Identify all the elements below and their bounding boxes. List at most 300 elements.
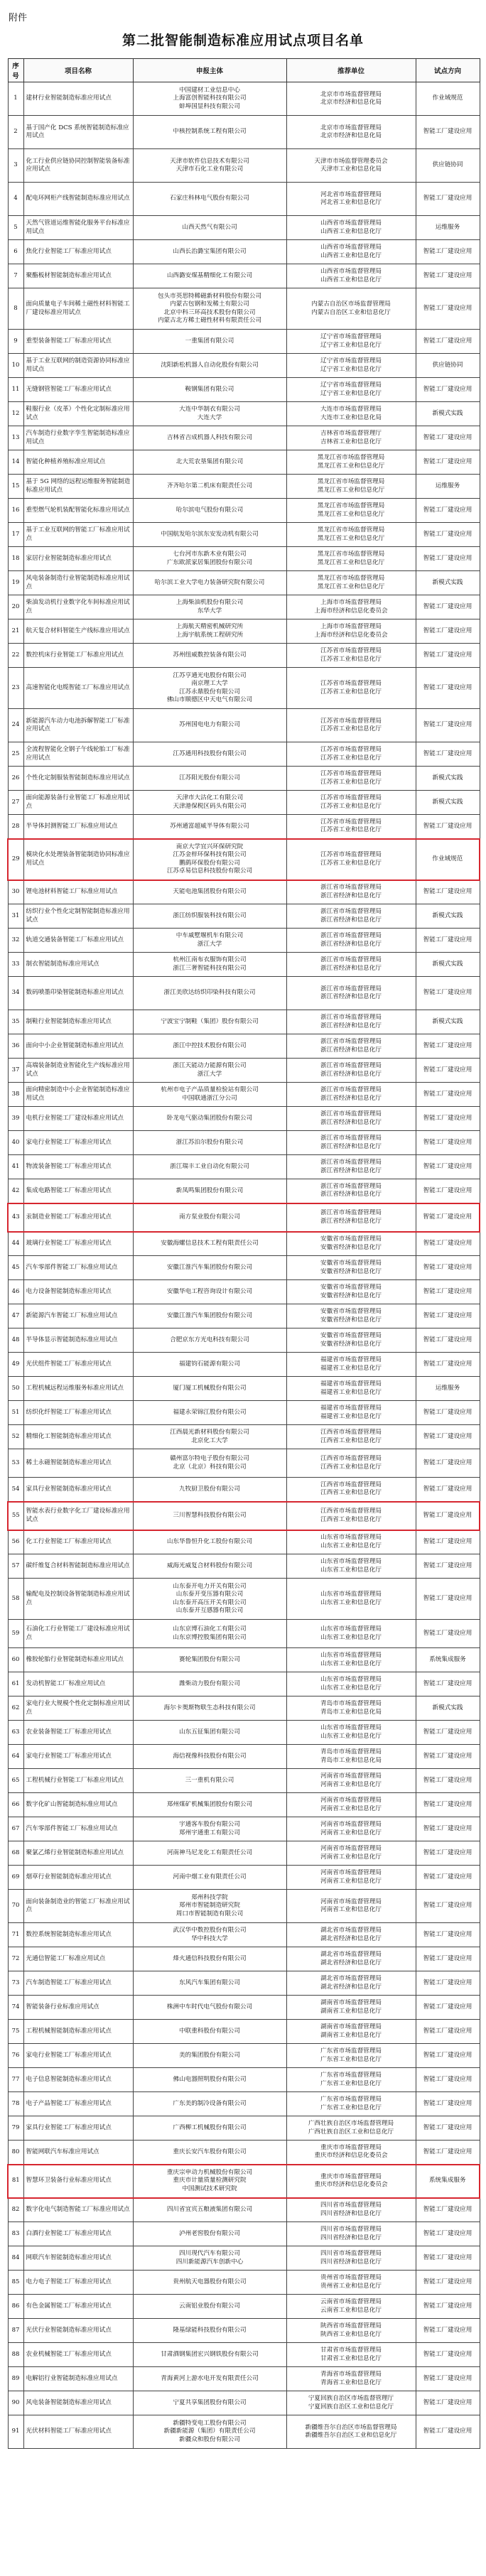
cell-applicant (133, 1866, 286, 1890)
applicant-line: 天津港保税区码头有限公司 (173, 802, 247, 810)
cell-number: 24 (8, 709, 23, 742)
cell-applicant (133, 2116, 286, 2141)
table-row (8, 1478, 480, 1502)
recommender-line: 四川省市场监督管理局 (320, 2202, 382, 2209)
cell-number: 64 (8, 1745, 23, 1769)
table-row (8, 183, 480, 216)
cell-project-name: 聚氯乙烯行业智能制造标准应用试点 (23, 1841, 133, 1866)
applicant-line: 卧龙电气驱动集团股份有限公司 (166, 1114, 253, 1122)
recommender-line: 内蒙古自治区市场监督管理局 (311, 301, 391, 308)
applicant-line: 山东京博石油化工有限公司 (173, 1625, 247, 1633)
cell-project-name: 家居行业智能制造标准应用试点 (23, 547, 133, 571)
cell-direction: 新模式实践 (416, 953, 480, 977)
table-row (8, 619, 480, 644)
cell-project-name: 工程机械行业智能工厂标准应用试点 (23, 1769, 133, 1793)
cell-applicant (133, 426, 286, 450)
cell-direction: 供应链协同 (416, 354, 480, 378)
table-row (8, 1502, 480, 1530)
recommender-line: 河南省市场监督管理局 (320, 1821, 382, 1828)
applicant-line: 株洲中车时代电气股份有限公司 (166, 2003, 253, 2011)
cell-applicant (133, 1530, 286, 1554)
cell-direction: 智能工厂建设应用 (416, 1579, 480, 1620)
cell-direction: 智能工厂建设应用 (416, 378, 480, 402)
applicant-line: 江苏金梓环保科技有限公司 (173, 851, 247, 858)
cell-project-name: 智能网联汽车标准应用试点 (23, 2141, 133, 2165)
cell-project-name: 模块化水处理装备智能制造协同标准应用试点 (23, 839, 133, 880)
cell-recommender (286, 1203, 416, 1232)
cell-applicant (133, 1648, 286, 1672)
applicant-line: 三川智慧科技股份有限公司 (173, 1511, 247, 1519)
recommender-line: 山西省工业和信息化厅 (320, 276, 382, 283)
cell-applicant (133, 1721, 286, 1745)
cell-applicant (133, 1502, 286, 1530)
cell-applicant (133, 2198, 286, 2222)
recommender-line: 河南省工业和信息化厅 (320, 1829, 382, 1836)
cell-recommender (286, 1256, 416, 1280)
cell-direction: 智能工厂建设应用 (416, 644, 480, 668)
cell-recommender (286, 330, 416, 354)
recommender-line: 青岛市市场监督管理局 (320, 1700, 382, 1707)
cell-recommender (286, 839, 416, 880)
recommender-line: 山东省工业和信息化厅 (320, 1566, 382, 1574)
cell-recommender (286, 1377, 416, 1401)
recommender-line: 江西省工业和信息化厅 (320, 1489, 382, 1497)
cell-direction: 作业域规范 (416, 82, 480, 116)
recommender-line: 安徽省经济和信息化厅 (320, 1316, 382, 1324)
cell-direction: 智能工厂建设应用 (416, 1107, 480, 1131)
recommender-line: 吉林省市场监督管理厅 (320, 430, 382, 437)
cell-applicant (133, 1232, 286, 1256)
cell-applicant (133, 1107, 286, 1131)
cell-number: 42 (8, 1179, 23, 1203)
recommender-line: 黑龙江省工业和信息化厅 (317, 510, 385, 518)
cell-applicant (133, 240, 286, 264)
cell-direction: 智能工厂建设应用 (416, 1890, 480, 1923)
cell-direction: 智能工厂建设应用 (416, 116, 480, 149)
table-row (8, 82, 480, 116)
cell-number: 56 (8, 1530, 23, 1554)
applicant-line: 中车戚墅堰机车有限公司 (176, 932, 244, 939)
applicant-line: 一重集团有限公司 (185, 337, 234, 345)
cell-number: 26 (8, 767, 23, 791)
cell-recommender (286, 1034, 416, 1059)
table-row (8, 1866, 480, 1890)
cell-direction: 系统集成服务 (416, 1648, 480, 1672)
cell-project-name: 输配电及控制设备智能制造标准应用试点 (23, 1579, 133, 1620)
cell-applicant (133, 2246, 286, 2271)
cell-number: 81 (8, 2165, 23, 2198)
applicant-line: 郑州煤矿机械集团股份有限公司 (166, 1800, 253, 1808)
applicant-line: 苏州纽威数控装备有限公司 (173, 651, 247, 659)
cell-recommender (286, 1721, 416, 1745)
applicant-line: 新疆新能源（集团）有限责任公司 (163, 2428, 256, 2435)
cell-project-name: 物流装备智能工厂标准应用试点 (23, 1155, 133, 1179)
table-row (8, 1554, 480, 1579)
cell-direction: 智能工厂建设应用 (416, 450, 480, 475)
applicant-line: 鞍钢集团有限公司 (185, 385, 234, 393)
cell-project-name: 面向精密制造中小企业智能制造标准应用试点 (23, 1083, 133, 1107)
cell-recommender (286, 1401, 416, 1425)
cell-applicant (133, 216, 286, 240)
recommender-line: 浙江省经济和信息化厅 (320, 1118, 382, 1126)
cell-recommender (286, 1672, 416, 1696)
applicant-line: 隆基绿能科技股份有限公司 (173, 2326, 247, 2334)
applicant-line: 安徽海螺信息技术工程有限责任公司 (161, 1240, 259, 1247)
cell-project-name: 鞋服行业（皮革）个性化定制标准应用试点 (23, 402, 133, 426)
table-row (8, 2391, 480, 2415)
recommender-line: 贵州省市场监督管理局 (320, 2274, 382, 2281)
recommender-line: 北京市经济和信息化局 (320, 132, 382, 139)
cell-recommender (286, 149, 416, 183)
applicant-line: 佛山市顺德区中天电气有限公司 (166, 696, 253, 703)
cell-applicant (133, 2295, 286, 2319)
cell-recommender (286, 1866, 416, 1890)
table-row (8, 1890, 480, 1923)
cell-applicant (133, 1745, 286, 1769)
cell-direction: 智能工厂建设应用 (416, 1971, 480, 1996)
cell-direction: 智能工厂建设应用 (416, 330, 480, 354)
recommender-line: 河南省工业和信息化厅 (320, 1853, 382, 1861)
cell-direction: 智能工厂建设应用 (416, 426, 480, 450)
applicant-line: 海信视像科技股份有限公司 (173, 1752, 247, 1760)
applicant-line: 安徽华电工程咨询设计有限公司 (166, 1287, 253, 1295)
applicant-line: 包头市英思特稀磁新材料股份有限公司 (157, 292, 262, 300)
applicant-line: 威海光威复合材料股份有限公司 (166, 1562, 253, 1569)
applicant-line: 重庆长安汽车股份有限公司 (173, 2148, 247, 2155)
recommender-line: 山东省市场监督管理局 (320, 1676, 382, 1683)
cell-applicant (133, 2391, 286, 2415)
applicant-line: 贵州航天电器股份有限公司 (173, 2278, 247, 2285)
cell-project-name: 家电行业大规模个性化定制标准应用试点 (23, 1696, 133, 1721)
recommender-line: 江苏省市场监督管理局 (320, 794, 382, 801)
cell-project-name: 高速智能化电缆智能工厂标准应用试点 (23, 668, 133, 709)
cell-applicant (133, 2092, 286, 2116)
recommender-line: 重庆市经济和信息化委员会 (314, 2152, 388, 2160)
cell-applicant (133, 1478, 286, 1502)
recommender-line: 安徽省市场监督管理局 (320, 1235, 382, 1243)
cell-direction: 智能工厂建设应用 (416, 929, 480, 953)
recommender-line: 上海市市场监督管理局 (320, 623, 382, 630)
recommender-line: 陕西省市场监督管理局 (320, 2322, 382, 2329)
table-row (8, 2020, 480, 2044)
cell-recommender (286, 426, 416, 450)
cell-project-name: 高端装备制造业智能化生产线标准应用试点 (23, 1059, 133, 1083)
applicant-line: 佛山电器照明股份有限公司 (173, 2075, 247, 2083)
recommender-line: 内蒙古自治区工业和信息化厅 (311, 308, 391, 316)
applicant-line: 广东欧派家居集团股份有限公司 (166, 558, 253, 566)
recommender-line: 河南省工业和信息化厅 (320, 1780, 382, 1788)
cell-direction: 作业域规范 (416, 839, 480, 880)
cell-recommender (286, 1328, 416, 1353)
cell-recommender (286, 977, 416, 1010)
cell-applicant (133, 2271, 286, 2295)
table-row (8, 1745, 480, 1769)
cell-project-name: 家电行业智能工厂标准应用试点 (23, 1131, 133, 1155)
table-row (8, 378, 480, 402)
recommender-line: 河南省市场监督管理局 (320, 1797, 382, 1804)
cell-recommender (286, 1232, 416, 1256)
applicant-line: 苏州通富超威半导体有限公司 (170, 822, 249, 830)
cell-recommender (286, 1793, 416, 1817)
cell-number: 73 (8, 1971, 23, 1996)
applicant-line: 山东华鲁恒升化工股份有限公司 (166, 1538, 253, 1545)
recommender-line: 山东省工业和信息化厅 (320, 1542, 382, 1549)
applicant-line: 内蒙古包钢和发稀土有限公司 (170, 301, 249, 308)
cell-recommender (286, 1010, 416, 1034)
recommender-line: 宁夏回族自治区市场监督管理厅 (308, 2395, 394, 2402)
cell-applicant (133, 1817, 286, 1841)
cell-direction: 智能工厂建设应用 (416, 1947, 480, 1971)
table-row (8, 330, 480, 354)
cell-number: 19 (8, 571, 23, 595)
applicant-line: 三一重机有限公司 (185, 1776, 234, 1784)
cell-applicant (133, 668, 286, 709)
applicant-line: 赛轮集团股份有限公司 (179, 1655, 240, 1663)
applicant-line: 南京理工大学 (191, 680, 228, 687)
cell-recommender (286, 499, 416, 523)
recommender-line: 山东省市场监督管理局 (320, 1625, 382, 1633)
recommender-line: 浙江省经济和信息化厅 (320, 892, 382, 899)
cell-number: 61 (8, 1672, 23, 1696)
cell-direction: 智能工厂建设应用 (416, 1179, 480, 1203)
cell-recommender (286, 2295, 416, 2319)
column-header-no: 序号 (8, 59, 23, 82)
cell-applicant (133, 767, 286, 791)
cell-direction: 智能工厂建设应用 (416, 2141, 480, 2165)
cell-direction: 新模式实践 (416, 1696, 480, 1721)
cell-project-name: 面向质量电子车间稀土磁性材料智能工厂建设标准应用试点 (23, 288, 133, 330)
cell-project-name: 焦化行业智能工厂标准应用试点 (23, 240, 133, 264)
table-row (8, 1817, 480, 1841)
cell-applicant (133, 1620, 286, 1648)
cell-applicant (133, 815, 286, 839)
recommender-line: 江苏省工业和信息化厅 (320, 859, 382, 867)
cell-project-name: 制鞋行业智能制造标准应用试点 (23, 1010, 133, 1034)
cell-applicant (133, 1947, 286, 1971)
recommender-line: 陕西省工业和信息化厅 (320, 2330, 382, 2338)
table-row (8, 1131, 480, 1155)
cell-number: 28 (8, 815, 23, 839)
applicant-line: 河南中烟工业有限责任公司 (173, 1873, 247, 1880)
cell-recommender (286, 767, 416, 791)
cell-applicant (133, 619, 286, 644)
cell-direction: 智能工厂建设应用 (416, 1256, 480, 1280)
cell-project-name: 基于 5G 网络的远程运维服务智能制造标准应用试点 (23, 475, 133, 499)
applicant-line: 天津市软件信息技术有限公司 (170, 157, 249, 165)
cell-number: 4 (8, 183, 23, 216)
cell-project-name: 纺织行业个性化定制智能制造标准应用试点 (23, 904, 133, 929)
recommender-line: 山西省市场监督管理局 (320, 220, 382, 227)
cell-direction: 智能工厂建设应用 (416, 709, 480, 742)
table-row (8, 264, 480, 288)
cell-number: 53 (8, 1449, 23, 1478)
applicant-line: 周口市智能制造有限公司 (176, 1910, 244, 1917)
cell-number: 62 (8, 1696, 23, 1721)
cell-recommender (286, 1155, 416, 1179)
cell-direction: 智能工厂建设应用 (416, 1745, 480, 1769)
cell-direction: 智能工厂建设应用 (416, 1304, 480, 1328)
cell-number: 17 (8, 523, 23, 547)
table-row (8, 2222, 480, 2246)
recommender-line: 山东省工业和信息化厅 (320, 1660, 382, 1667)
recommender-line: 浙江省经济和信息化厅 (320, 1046, 382, 1054)
cell-number: 88 (8, 2343, 23, 2367)
table-row (8, 2367, 480, 2391)
applicant-line: 鹏鹞环保股份有限公司 (179, 859, 240, 867)
cell-direction: 智能工厂建设应用 (416, 1817, 480, 1841)
recommender-line: 浙江省经济和信息化厅 (320, 1217, 382, 1225)
cell-number: 37 (8, 1059, 23, 1083)
cell-number: 59 (8, 1620, 23, 1648)
recommender-line: 江苏省工业和信息化厅 (320, 802, 382, 810)
cell-project-name: 有色金属智能工厂标准应用试点 (23, 2295, 133, 2319)
cell-recommender (286, 2222, 416, 2246)
cell-project-name: 农业装备智能工厂标准应用试点 (23, 1721, 133, 1745)
recommender-line: 山西省市场监督管理局 (320, 244, 382, 251)
cell-direction: 智能工厂建设应用 (416, 2295, 480, 2319)
cell-applicant (133, 288, 286, 330)
applicant-line: 宁波宝宁制鞋（集团）股份有限公司 (161, 1017, 259, 1025)
cell-recommender (286, 1304, 416, 1328)
column-header-recommender: 推荐单位 (286, 59, 416, 82)
applicant-line: 山西潞安煤基精细化工有限公司 (166, 271, 253, 279)
cell-project-name: 光伏材料智能工厂标准应用试点 (23, 2415, 133, 2449)
cell-direction: 智能工厂建设应用 (416, 2319, 480, 2343)
cell-applicant (133, 742, 286, 767)
cell-direction: 智能工厂建设应用 (416, 183, 480, 216)
recommender-line: 江西省工业和信息化厅 (320, 1436, 382, 1444)
recommender-line: 浙江省市场监督管理局 (320, 1110, 382, 1117)
recommender-line: 江苏省市场监督管理局 (320, 680, 382, 687)
cell-number: 44 (8, 1232, 23, 1256)
recommender-line: 山西省市场监督管理局 (320, 268, 382, 275)
recommender-line: 浙江省市场监督管理局 (320, 1159, 382, 1166)
recommender-line: 浙江省经济和信息化厅 (320, 1022, 382, 1029)
table-row (8, 426, 480, 450)
cell-applicant (133, 499, 286, 523)
cell-direction: 智能工厂建设应用 (416, 1923, 480, 1947)
cell-recommender (286, 475, 416, 499)
table-row (8, 1971, 480, 1996)
cell-recommender (286, 1923, 416, 1947)
applicant-line: 烽火通信科技股份有限公司 (173, 1954, 247, 1962)
recommender-line: 江苏省市场监督管理局 (320, 746, 382, 753)
cell-recommender (286, 1353, 416, 1377)
cell-direction: 智能工厂建设应用 (416, 2415, 480, 2449)
cell-number: 83 (8, 2222, 23, 2246)
recommender-line: 山东省市场监督管理局 (320, 1558, 382, 1565)
applicant-line: 新疆众和股份有限公司 (179, 2435, 240, 2443)
applicant-line: 吉林省吉成机器人科技有限公司 (166, 433, 253, 441)
recommender-line: 黑龙江省工业和信息化厅 (317, 462, 385, 470)
cell-project-name: 农业机械智能工厂标准应用试点 (23, 2343, 133, 2367)
cell-number: 69 (8, 1866, 23, 1890)
cell-direction: 智能工厂建设应用 (416, 2092, 480, 2116)
cell-recommender (286, 547, 416, 571)
cell-project-name: 聚酯板材智能制造标准应用试点 (23, 264, 133, 288)
cell-direction: 智能工厂建设应用 (416, 668, 480, 709)
recommender-line: 河南省市场监督管理局 (320, 1845, 382, 1852)
cell-applicant (133, 2044, 286, 2068)
cell-number: 10 (8, 354, 23, 378)
cell-number: 36 (8, 1034, 23, 1059)
cell-number: 15 (8, 475, 23, 499)
cell-project-name: 数字化电气制造智能工厂标准应用试点 (23, 2198, 133, 2222)
cell-direction: 智能工厂建设应用 (416, 815, 480, 839)
cell-applicant (133, 1280, 286, 1304)
recommender-line: 重庆市市场监督管理局 (320, 2172, 382, 2180)
cell-number: 90 (8, 2391, 23, 2415)
cell-applicant (133, 1328, 286, 1353)
recommender-line: 贵州省工业和信息化厅 (320, 2282, 382, 2290)
cell-number: 34 (8, 977, 23, 1010)
cell-recommender (286, 668, 416, 709)
table-row (8, 595, 480, 619)
cell-applicant (133, 953, 286, 977)
cell-applicant (133, 2068, 286, 2092)
recommender-line: 河南省工业和信息化厅 (320, 1804, 382, 1812)
applicant-line: 广东美的制冷设备有限公司 (173, 2099, 247, 2107)
applicant-line: 浙江中控技术股份有限公司 (173, 1041, 247, 1049)
table-row (8, 644, 480, 668)
recommender-line: 辽宁省工业和信息化厅 (320, 341, 382, 349)
applicant-line: 北大荒农垦集团有限公司 (176, 458, 244, 465)
cell-project-name: 面向能源装备行业智能工厂标准应用试点 (23, 791, 133, 815)
table-body (8, 82, 480, 2449)
applicant-line: 青海黄河上游水电开发有限责任公司 (161, 2374, 259, 2382)
applicant-line: 南京大学宜兴环保研究院 (176, 843, 244, 850)
cell-number: 82 (8, 2198, 23, 2222)
recommender-line: 山东省工业和信息化厅 (320, 1732, 382, 1740)
table-row (8, 1648, 480, 1672)
cell-direction: 智能工厂建设应用 (416, 2367, 480, 2391)
table-row (8, 1923, 480, 1947)
cell-applicant (133, 1696, 286, 1721)
recommender-line: 辽宁省市场监督管理局 (320, 333, 382, 340)
cell-direction: 智能工厂建设应用 (416, 1131, 480, 1155)
cell-recommender (286, 2246, 416, 2271)
cell-applicant (133, 977, 286, 1010)
applicant-line: 郑州市智能制造研究院 (179, 1902, 240, 1910)
cell-applicant (133, 2020, 286, 2044)
recommender-line: 福建省市场监督管理局 (320, 1405, 382, 1412)
cell-project-name: 锂电池材料智能工厂标准应用试点 (23, 880, 133, 904)
recommender-line: 河南省工业和信息化厅 (320, 1877, 382, 1885)
recommender-line: 浙江省市场监督管理局 (320, 932, 382, 939)
applicant-line: 合肥京东方光电科技有限公司 (170, 1336, 249, 1343)
cell-project-name: 半导体封测智能工厂标准应用试点 (23, 815, 133, 839)
table-row (8, 1304, 480, 1328)
table-row (8, 475, 480, 499)
recommender-line: 黑龙江省市场监督管理局 (317, 454, 385, 461)
recommender-line: 安徽省市场监督管理局 (320, 1308, 382, 1315)
recommender-line: 湖南省市场监督管理局 (320, 1999, 382, 2006)
applicant-line: 浙江天能动力能源有限公司 (173, 1062, 247, 1069)
table-row (8, 2092, 480, 2116)
cell-applicant (133, 1579, 286, 1620)
table-row (8, 1841, 480, 1866)
table-row (8, 1155, 480, 1179)
cell-number: 13 (8, 426, 23, 450)
cell-recommender (286, 216, 416, 240)
cell-applicant (133, 2415, 286, 2449)
recommender-line: 安徽省经济和信息化厅 (320, 1243, 382, 1251)
table-row (8, 1179, 480, 1203)
recommender-line: 辽宁省工业和信息化厅 (320, 389, 382, 397)
cell-project-name: 汽车零部件智能工厂标准应用试点 (23, 1256, 133, 1280)
recommender-line: 福建省市场监督管理局 (320, 1356, 382, 1363)
applicant-line: 浙江美欣达纺织印染科技有限公司 (163, 989, 256, 997)
